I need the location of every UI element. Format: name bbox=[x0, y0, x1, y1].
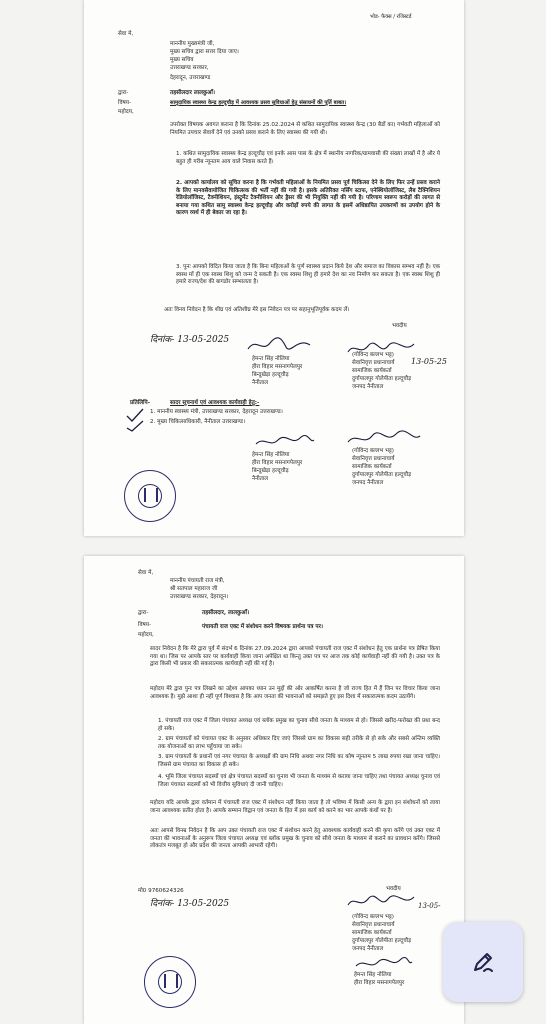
copy-item: 1. माननीय स्वास्थ्य मंत्री, उत्तराखण्ड सरकार, देहरादून उत्तराखण्ड। bbox=[150, 409, 283, 415]
header-note: भोड- फैक्स / रजिस्टर्ड bbox=[370, 14, 412, 20]
right-signatory-line: सेवानिवृत्त प्रधानाचार्य bbox=[352, 360, 395, 366]
signature-left bbox=[246, 335, 312, 355]
handwritten-date: दिनांक- 13-05-2025 bbox=[150, 899, 230, 909]
right-signatory-line: हीरा विहार मसनागपेलपुर bbox=[354, 980, 405, 986]
addressee-line: माननीय मुख्यमंत्री जी, bbox=[170, 41, 215, 47]
addressee-line: देहरादून, उत्तराखण्ड bbox=[170, 75, 211, 81]
left-signatory-line: नैनीताल bbox=[252, 476, 269, 482]
right-signatory-line: (गोविन्द बल्लभ भट्ट) bbox=[352, 914, 394, 920]
right-signatory-line: दुर्गापालपुर गोलेपीता हल्दूचौड़ bbox=[352, 472, 412, 478]
sign-date: 13-05-25 bbox=[411, 357, 447, 366]
point-1: 1. कथित सामुदायिक स्वास्थ्य केन्द्र हल्दूचौड़ एवं इनके आस पास के क्षेत्र में स्थानीय नागरिक/ग्रामवासी की संख्या लाखों में है और ये बहुत ही गरीब न्यूनतम आय वाले निवास करते हैं। bbox=[176, 151, 440, 165]
via-label: द्वारा- bbox=[138, 610, 149, 616]
paragraph-4: अतः आपसे विनम्र निवेदन है कि आप उक्त पंचायती राज एक्ट में संशोधन करने हेतु आवश्यक कार्यवाही करने की कृपा करेंगे एवं उक्त एक्ट में जनता की भावनाओं के अनुरूप जिला पंचायत अध्यक्ष एवं ब्लॉक प्रमुख के चुनाव को सीधे जनता के माध्यम से कराने का प्रावधान करेंगे। जिससे लोकतंत्र मजबूत हो और प्रदेश की जनता आपकी आभारी रहेगी। bbox=[150, 828, 440, 850]
intro-paragraph: उपरोक्त विषयक अवगत कराना है कि दिनांक 25.02.2024 से कथित सामुदायिक स्वास्थ्य केन्द्र (30 बैडों का) गर्भवती महिलाओं को नियमित उपचार सेवायें देने एवं उनको प्रसव कराने के लिए स्वास्थ्य की गयी थी। bbox=[170, 122, 440, 136]
left-signatory-line: हीरा विहार मसनागपेलपुर bbox=[252, 364, 303, 370]
addressee-line: मुख्य सचिव bbox=[170, 57, 194, 63]
point-3: 3. ग्राम पंचायतों के प्रधानों एवं नगर पंचायत के अध्यक्षों की ग्राम निधि अथवा नगर निधि का कोष न्यूनतम 5 लाख रुपया रखा जाना चाहिए। जिससे ग्राम पंचायत का विकास हो सके। bbox=[158, 754, 440, 768]
right-signatory-line: जनपद नैनीताल bbox=[352, 384, 384, 390]
right-signatory-line: हेमन्त सिंह नोलिया bbox=[354, 972, 392, 978]
right-signatory-line: (गोविन्द बल्लभ भट्ट) bbox=[352, 448, 394, 454]
handwritten-date: दिनांक- 13-05-2025 bbox=[150, 335, 230, 345]
right-signatory-line: जनपद नैनीताल bbox=[352, 946, 384, 952]
signature-left-2 bbox=[254, 434, 316, 450]
left-signatory-line: हेमन्त सिंह नोलिया bbox=[252, 452, 290, 458]
addressee-line: उत्तराखण्ड सरकार, देहरादून। bbox=[170, 594, 229, 600]
addressee-line: माननीय पंचायती राज मंत्री, bbox=[170, 578, 225, 584]
addressee-line: मुख्य सचिव द्वारा सत्तर दिया जाए। bbox=[170, 49, 239, 55]
salutation: महोदय, bbox=[138, 632, 154, 638]
right-signatory-line: (गोविन्द बल्लभ भट्ट) bbox=[352, 352, 394, 358]
paragraph-3: महोदय यदि आपके द्वारा वर्तमान में पंचायती राज एक्ट में संशोधन नहीं किया जाता है तो भविष्य में किसी अन्य के द्वारा इन संशोधनों को लाया जाना आवश्यक प्रतीत होता है। आपके सम्मान विद्वान एवं जनता के हित में इस कार्य को करने का भार आपके कंधों पर है। bbox=[150, 800, 440, 814]
paragraph-2: महोदय मेरे द्वारा पुनः पत्र लिखने का उद्देश्य आपका ध्यान उन मुद्दों की ओर आकर्षित करना है जो राज्य हित में हैं जिन पर विचार किया जाना आवश्यक है। मुझे आशा ही नहीं पूर्ण विश्वास है कि आप जनता की भावनाओं को समझते हुए इस दिशा में सकारात्मक कदम उठायेंगे। bbox=[150, 686, 440, 700]
edit-fab-button[interactable] bbox=[443, 922, 523, 1002]
letter-page-1 bbox=[84, 0, 464, 536]
via-label: द्वारा- bbox=[118, 90, 129, 96]
salutation: महोदय, bbox=[118, 109, 134, 115]
right-signatory-line: दुर्गापालपुर गोलेपीता हल्दूचौड़ bbox=[352, 376, 412, 382]
left-signatory-line: हेमन्त सिंह नोलिया bbox=[252, 356, 290, 362]
signature-right-2 bbox=[346, 430, 422, 448]
paragraph-1: सादर निवेदन है कि मेरे द्वारा पूर्व में संदर्भ 6 दिनांक 27.09.2024 द्वारा आपको पंचायती राज एक्ट में संशोधन हेतु एक प्रार्थना पत्र प्रेषित किया गया था। जिस पर आपके स्तर पर कार्यवाही किया जाना अपेक्षित था किन्तु उक्त पत्र पर आज तक कोई कार्यवाही नहीं की गयी है। उक्त पत्र के द्वारा किसी भी प्रकार की सकारात्मक कार्यवाही नहीं की गई है। bbox=[150, 646, 440, 668]
sign-label: भवदीय bbox=[392, 323, 407, 329]
checkmark-icon bbox=[124, 406, 146, 432]
left-signatory-line: बिन्दुखेड़ा हल्दूचौड़ bbox=[252, 468, 289, 474]
to-label: सेवा मे, bbox=[138, 570, 154, 576]
left-signatory-line: हीरा विहार मसनागपेलपुर bbox=[252, 460, 303, 466]
mobile-number: मो0 9760624326 bbox=[138, 888, 184, 894]
sign-date: 13-05- bbox=[418, 902, 441, 910]
via-text: तहसीलदार लालकुआँ। bbox=[170, 90, 216, 96]
right-signatory-line: जनपद नैनीताल bbox=[352, 480, 384, 486]
official-stamp bbox=[144, 956, 196, 1008]
left-signatory-line: बिन्दुखेड़ा हल्दूचौड़ bbox=[252, 372, 289, 378]
subject-text: पंचायती राज एक्ट में संशोधन करने विषयक प्रार्थना पत्र पर। bbox=[202, 624, 323, 630]
right-signatory-line: सामाजिक कार्यकर्ता bbox=[352, 368, 392, 374]
copy-title: सादर सूचनार्थ एवं आवश्यक कार्यवाही हेतु:- bbox=[170, 400, 260, 406]
subject-label: विषय- bbox=[138, 622, 152, 628]
addressee-line: उत्तराखण्ड सरकार, bbox=[170, 65, 209, 71]
copy-item: 2. मुख्य चिकित्साधिकारी, नैनीताल उत्तराखण्ड। bbox=[150, 419, 246, 425]
left-signatory-line: नैनीताल bbox=[252, 380, 269, 386]
right-signatory-line: सामाजिक कार्यकर्ता bbox=[352, 464, 392, 470]
point-2: 2. ग्राम पंचायतों को पंचायत एक्ट के अनुसार अधिकार दिए जाएं जिससे ग्राम का विकास सही तरीके से हो सके और सबसे अन्तिम व्यक्ति तक योजनाओं का लाभ पहुँचाया जा सके। bbox=[158, 736, 440, 750]
signature-right bbox=[346, 893, 416, 913]
point-1: 1. पंचायती राज एक्ट में जिला पंचायत अध्यक्ष एवं ब्लॉक प्रमुख का चुनाव सीधे जनता के माध्यम से हो। जिससे खरीद-फरोख्त की प्रथा बन्द हो सके। bbox=[158, 718, 440, 732]
right-signatory-line: दुर्गापालपुर गोलेपीता हल्दूचौड़ bbox=[352, 938, 412, 944]
point-3: 3. पुनः आपको विदित किया जाता है कि बिना महिलाओं के पूर्ण स्वास्थ्य प्रदान किये देश और समाज का विकास सम्भव नहीं है। एक स्वस्थ माँ ही एक स्वस्थ शिशु को जन्म दे सकती है। एक स्वस्थ शिशु ही हमारे देश का नव निर्माण कर सकता है। एक स्वस्थ शिशु ही हमारे राज्य/देश की बागडोर सम्भालता है। bbox=[176, 264, 440, 286]
official-stamp bbox=[124, 470, 176, 522]
point-2: 2. आपको कार्यालय को सूचित करना है कि गर्भवती महिलाओं के नियमित प्रसव पूर्व चिकित्सा देने के लिए फिर उन्हें प्रसव कराने के लिए मानवसैवायोजित चिकित्सक की भर्ती नहीं की गयी है। इसके अतिरिक्त नर्सिंग स्टाफ, एनेस्थियोलॉजिस्ट, लैब टैक्निशियन रेडियोलॉजिस्ट, टैक्नीशियन, इंस्ट्रूमेंट टैक्नीशियन और ड्रैसर की भी नियुक्ति नहीं की गयी है। परिणाम स्वरूप करोड़ों की लागत से बनाया गया कथित सामु स्वास्थ्य केन्द्र हल्दूचौड़ और करोड़ों रुपये की लागत के इसमें अधिष्ठापित उपकरणों का उपयोग होने के कारण व्यर्थ में ही बेकार जा रहा है। bbox=[176, 180, 440, 217]
letter-page-2 bbox=[84, 556, 464, 1024]
subject-label: विषय- bbox=[118, 100, 132, 106]
copy-label: प्रतिलिपि- bbox=[130, 400, 151, 406]
pen-edit-icon bbox=[468, 947, 498, 977]
via-text: तहसीलदार, लालकुआँ। bbox=[202, 610, 250, 616]
right-signatory-line: सेवानिवृत्त प्रधानाचार्य bbox=[352, 922, 395, 928]
subject-text: सामुदायिक स्वास्थ्य केन्द्र हल्दूचौड़ में आवश्यक प्रसव सुविधाओं हेतु संसाधनों की पूर्ति बाबत। bbox=[170, 100, 347, 106]
right-signatory-line: सामाजिक कार्यकर्ता bbox=[352, 930, 392, 936]
right-signatory-line: सेवानिवृत्त प्रधानाचार्य bbox=[352, 456, 395, 462]
signature-right-2 bbox=[354, 956, 414, 972]
addressee-line: श्री सतपाल महाराज जी bbox=[170, 586, 218, 592]
closing-line: अतः विनय निवेदन है कि शीघ्र एवं अतिशीघ्र मेरे इस निवेदन पत्र पर सहानुभूतिपूर्वक कदम लें। bbox=[164, 307, 350, 313]
point-4: 4. भूमि जिला पंचायत सदस्यों एवं क्षेत्र पंचायत सदस्यों का चुनाव भी जनता के माध्यम से कराया जाना चाहिए तथा पंचायत अध्यक्ष चुनाव एवं जिला पंचायत सदस्यों को भी वित्तीय सुविधाएं दी जानी चाहिए। bbox=[158, 774, 440, 788]
sign-label: भवदीय bbox=[386, 886, 401, 892]
to-label: सेवा मे, bbox=[118, 31, 134, 37]
